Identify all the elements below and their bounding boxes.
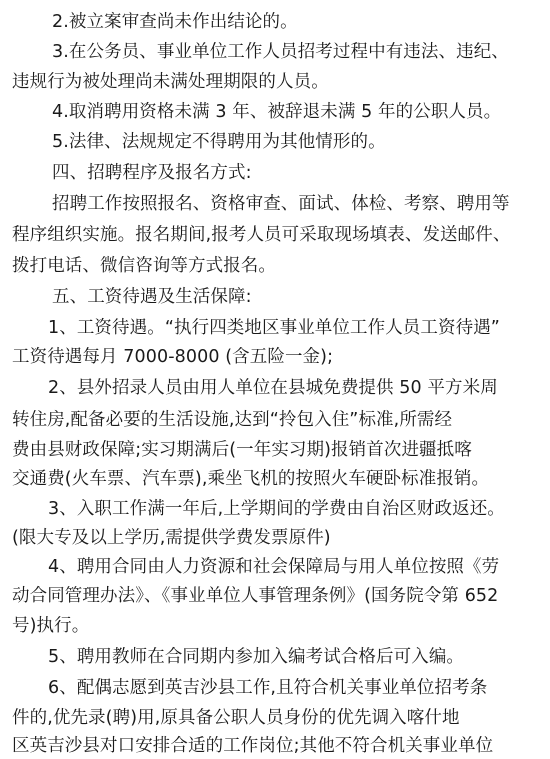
text-line: 拨打电话、微信咨询等方式报名。: [12, 256, 276, 276]
text-line: 2、县外招录人员由用人单位在县城免费提供 50 平方米周: [48, 378, 498, 398]
text-line: 工资待遇每月 7000-8000 (含五险一金);: [12, 347, 334, 367]
text-line: 1、工资待遇。“执行四类地区事业单位工作人员工资待遇”: [48, 318, 500, 338]
text-line: 转住房,配备必要的生活设施,达到“拎包入住”标准,所需经: [12, 410, 453, 430]
text-line: 3、入职工作满一年后,上学期间的学费由自治区财政返还。: [48, 499, 505, 519]
text-line: 号)执行。: [12, 616, 90, 636]
text-line: 动合同管理办法》、《事业单位人事管理条例》(国务院令第 652: [12, 586, 499, 606]
text-line: 招聘工作按照报名、资格审查、面试、体检、考察、聘用等: [52, 194, 510, 214]
text-line: 5.法律、法规规定不得聘用为其他情形的。: [52, 132, 386, 152]
text-line: 6、配偶志愿到英吉沙县工作,且符合机关事业单位招考条: [48, 678, 488, 698]
section-heading: 四、招聘程序及报名方式:: [52, 163, 252, 183]
text-line: 4、聘用合同由人力资源和社会保障局与用人单位按照《劳: [48, 557, 500, 577]
text-line: 交通费(火车票、汽车票),乘坐飞机的按照火车硬卧标准报销。: [12, 469, 490, 489]
section-heading: 五、工资待遇及生活保障:: [52, 287, 252, 307]
text-line: 件的,优先录(聘)用,原具备公职人员身份的优先调入喀什地: [12, 708, 460, 728]
text-line: 费由县财政保障;实习期满后(一年实习期)报销首次进疆抵喀: [12, 440, 472, 460]
text-line: 3.在公务员、事业单位工作人员招考过程中有违法、违纪、: [52, 42, 509, 62]
text-line: 违规行为被处理尚未满处理期限的人员。: [12, 72, 329, 92]
text-line: 5、聘用教师在合同期内参加入编考试合格后可入编。: [48, 647, 465, 667]
text-line: 程序组织实施。报名期间,报考人员可采取现场填表、发送邮件、: [12, 225, 511, 245]
text-line: 2.被立案审查尚未作出结论的。: [52, 12, 298, 32]
text-line: 4.取消聘用资格未满 3 年、被辞退未满 5 年的公职人员。: [52, 102, 502, 122]
text-line: (限大专及以上学历,需提供学费发票原件): [12, 528, 331, 548]
text-line: 区英吉沙县对口安排合适的工作岗位;其他不符合机关事业单位: [12, 736, 494, 756]
